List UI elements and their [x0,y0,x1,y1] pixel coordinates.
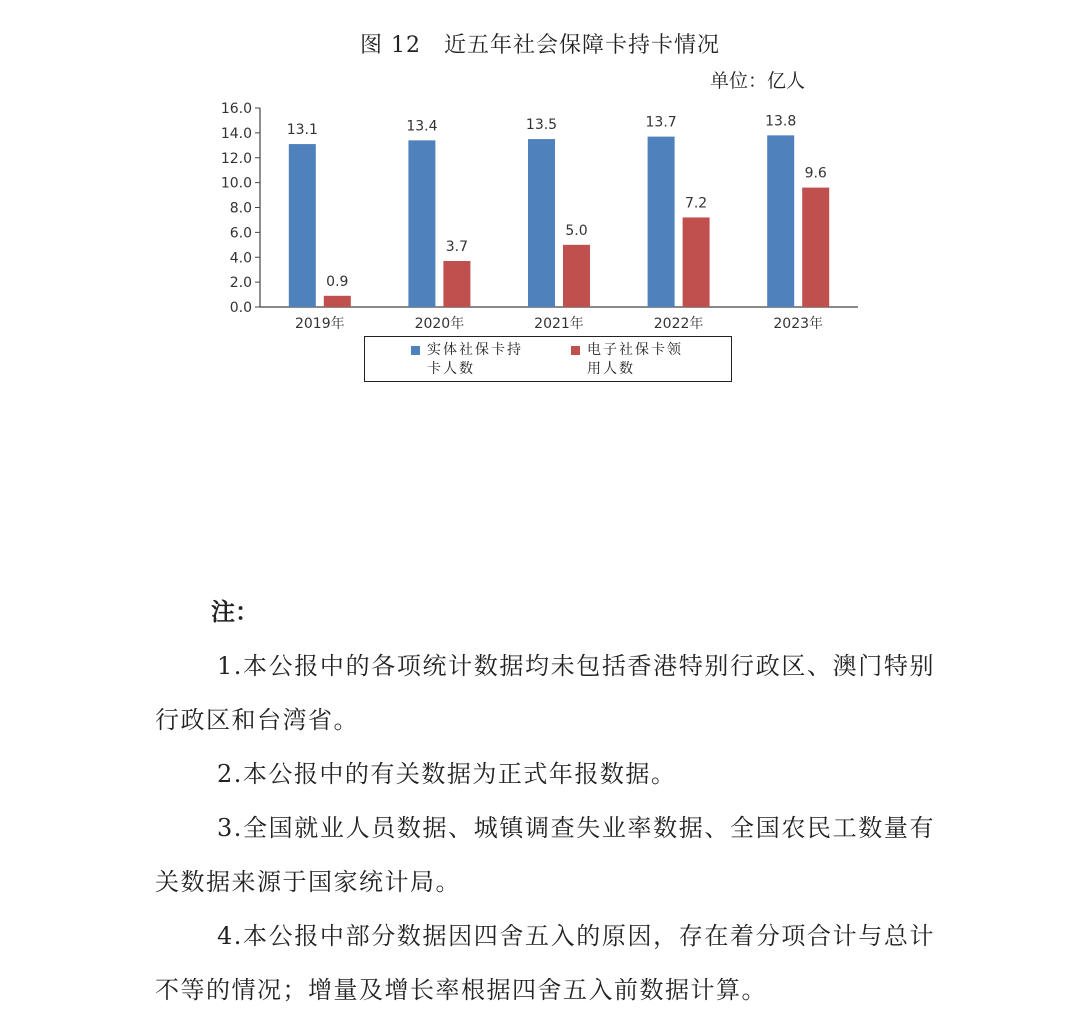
y-tick-label: 2.0 [229,275,252,292]
data-label: 9.6 [804,165,827,182]
figure-title: 图 12 近五年社会保障卡持卡情况 [360,33,720,58]
red-square-icon [571,346,580,355]
legend-label: 实体社保卡持卡人数 [427,342,523,377]
bar-physical-card [289,144,316,307]
data-label: 3.7 [445,238,469,255]
y-tick-label: 14.0 [220,125,252,142]
note-item: 2.本公报中的有关数据为正式年报数据。 [217,760,677,788]
x-tick-label: 2021年 [534,316,584,332]
y-tick-label: 0.0 [229,300,252,316]
bar-physical-card [408,140,435,307]
note-item: 3.全国就业人员数据、城镇调查失业率数据、全国农民工数量有关数据来源于国家统计局。 [155,814,935,896]
bar-electronic-card [563,245,590,307]
legend-label: 电子社保卡领用人数 [587,342,683,377]
bar-electronic-card [683,217,710,307]
data-label: 13.1 [286,122,318,139]
data-label: 5.0 [565,222,588,239]
x-tick-label: 2019年 [294,316,345,332]
data-label: 13.4 [406,118,438,135]
data-label: 0.9 [326,273,349,290]
x-tick-label: 2023年 [773,316,824,332]
notes-section [155,585,935,1017]
bar-physical-card [767,135,794,307]
data-label: 13.5 [525,117,558,134]
note-item: 1.本公报中的各项统计数据均未包括香港特别行政区、澳门特别行政区和台湾省。 [155,652,935,734]
bar-electronic-card [802,188,829,307]
chart-legend [364,336,732,382]
y-tick-label: 8.0 [229,200,252,217]
y-tick-label: 6.0 [229,225,252,242]
bar-electronic-card [324,296,351,307]
y-tick-label: 16.0 [220,101,252,117]
bar-physical-card [648,137,675,307]
y-tick-label: 10.0 [220,175,252,192]
data-label: 13.7 [645,114,677,131]
x-tick-label: 2020年 [414,316,465,332]
data-label: 13.8 [765,113,797,130]
blue-square-icon [411,346,420,355]
bar-electronic-card [443,261,470,307]
bar-physical-card [528,139,555,307]
y-tick-label: 12.0 [220,150,252,167]
unit-label: 单位：亿人 [710,70,806,92]
y-tick-label: 4.0 [229,250,252,267]
data-label: 7.2 [684,195,708,212]
notes-heading: 注： [211,597,259,626]
note-item: 4.本公报中部分数据因四舍五入的原因，存在着分项合计与总计不等的情况；增量及增长率根据四舍五入前数据计算。 [155,922,935,1004]
x-tick-label: 2022年 [653,316,704,332]
